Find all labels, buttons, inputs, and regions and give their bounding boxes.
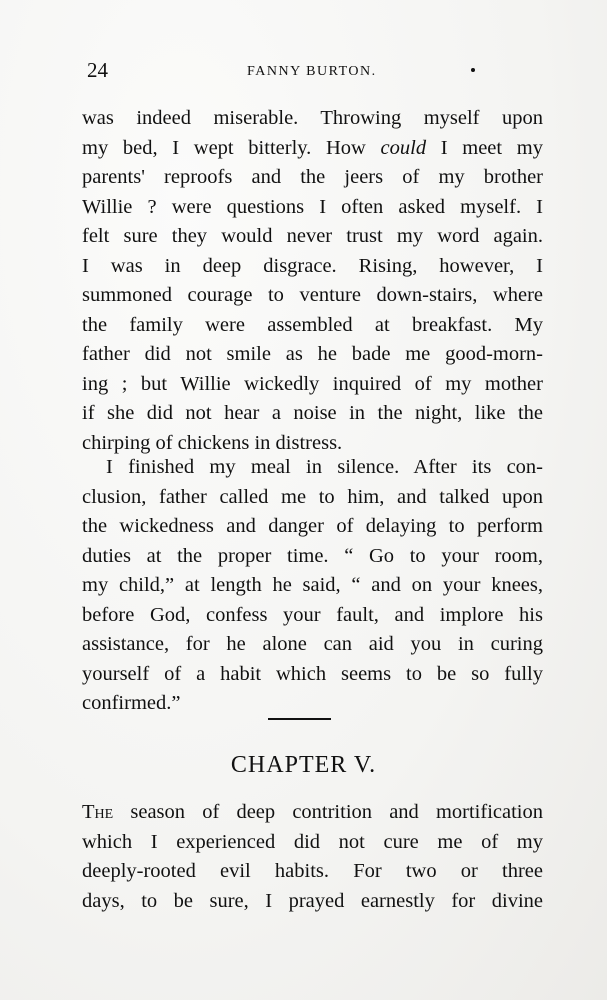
- text-line: Willie ? were questions I often asked myself. I: [82, 195, 543, 218]
- text-line: father did not smile as he bade me good-morn-: [82, 343, 543, 365]
- text-line: I was in deep disgrace. Rising, however, I: [82, 254, 543, 277]
- text-fragment: season of deep contrition and mortification: [113, 801, 543, 823]
- text-line: was indeed miserable. Throwing myself upon: [82, 107, 543, 129]
- chapter-title: CHAPTER V.: [230, 752, 377, 778]
- text-fragment: I meet my: [426, 136, 543, 159]
- text-line: days, to be sure, I prayed earnestly for divine: [82, 889, 543, 912]
- text-line: the wickedness and danger of delaying to perform: [82, 515, 543, 537]
- text-line: yourself of a habit which seems to be so fully: [82, 662, 543, 685]
- section-divider: [268, 718, 331, 720]
- emphasized-word: could: [380, 136, 427, 159]
- text-line: parents' reproofs and the jeers of my brother: [82, 166, 543, 188]
- text-line: which I experienced did not cure me of my: [82, 830, 543, 853]
- text-line: ing ; but Willie wickedly inquired of my mother: [82, 372, 543, 395]
- text-fragment: my bed, I wept bitterly. How: [82, 136, 381, 159]
- text-line: before God, confess your fault, and implore his: [82, 603, 543, 626]
- text-line: duties at the proper time. “ Go to your room,: [82, 544, 543, 567]
- paragraph-2: [82, 453, 543, 719]
- text-line: felt sure they would never trust my word again.: [82, 225, 543, 247]
- text-line: the family were assembled at breakfast. My: [82, 313, 543, 336]
- text-line: assistance, for he alone can aid you in curing: [82, 633, 543, 655]
- text-line-with-emphasis: [82, 134, 543, 164]
- text-line: I finished my meal in silence. After its con-: [106, 456, 543, 478]
- paragraph-1: [82, 104, 543, 458]
- page-header: [82, 58, 552, 82]
- page-number: 24: [87, 58, 108, 82]
- text-line: confirmed.”: [82, 692, 181, 714]
- opening-word: The: [82, 801, 114, 823]
- text-line: chirping of chickens in distress.: [82, 431, 343, 454]
- text-line: if she did not hear a noise in the night, like the: [82, 402, 543, 424]
- text-line: my child,” at length he said, “ and on your knees,: [82, 574, 543, 596]
- text-line-first: [82, 798, 543, 828]
- paragraph-3: [82, 798, 543, 916]
- text-line: summoned courage to venture down-stairs, where: [82, 284, 543, 306]
- header-dot: [471, 68, 475, 72]
- running-head: FANNY BURTON.: [247, 64, 377, 79]
- text-line: deeply-rooted evil habits. For two or three: [82, 860, 543, 882]
- text-line: clusion, father called me to him, and talked upon: [82, 485, 543, 508]
